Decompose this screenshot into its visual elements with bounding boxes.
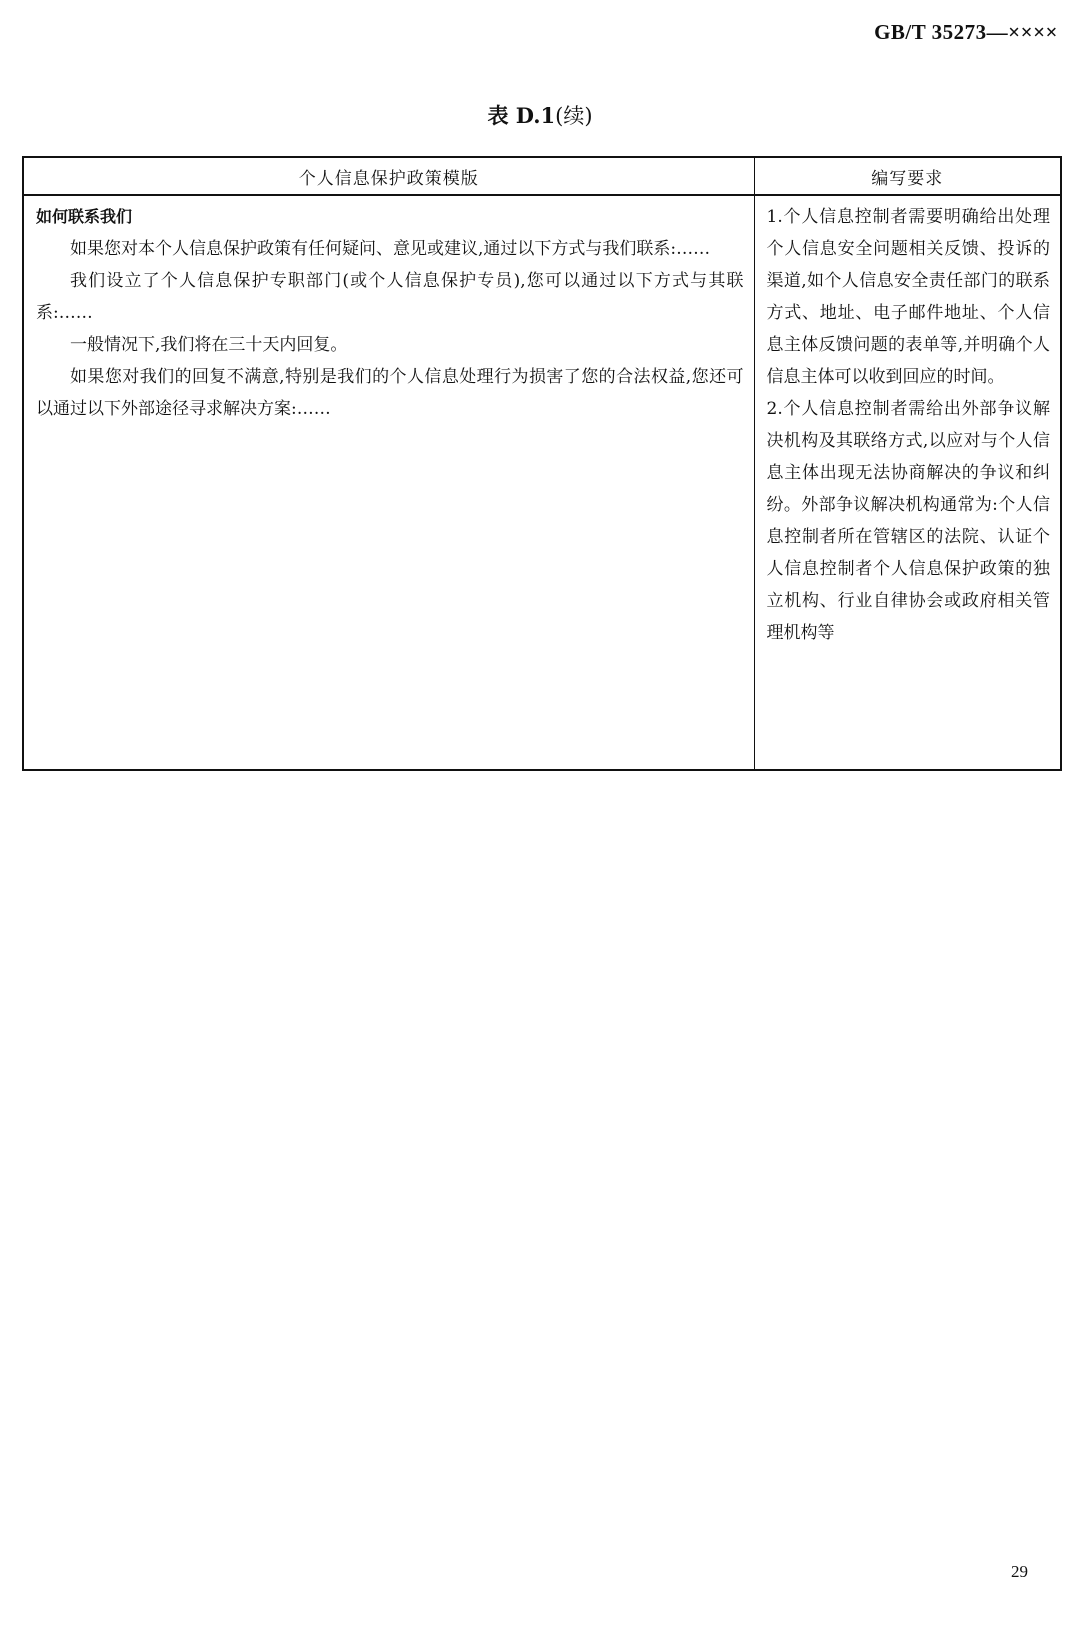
template-cell	[23, 195, 754, 770]
requirement-item: 2.个人信息控制者需给出外部争议解决机构及其联络方式,以应对与个人信息主体出现无法协商解决的争议和纠纷。外部争议解决机构通常为:个人信息控制者所在管辖区的法院、认证个人信息控制者个人信息保护政策的独立机构、行业自律协会或政府相关管理机构等	[766, 399, 1050, 643]
policy-template-table	[22, 156, 1062, 771]
template-paragraph: 我们设立了个人信息保护专职部门(或个人信息保护专员),您可以通过以下方式与其联系:……	[36, 271, 744, 323]
table-row	[23, 195, 1061, 770]
table-caption	[0, 100, 1080, 130]
template-paragraph: 如果您对我们的回复不满意,特别是我们的个人信息处理行为损害了您的合法权益,您还可以通过以下外部途径寻求解决方案:……	[36, 367, 744, 419]
template-paragraph: 一般情况下,我们将在三十天内回复。	[70, 335, 348, 355]
requirement-item: 1.个人信息控制者需要明确给出处理个人信息安全问题相关反馈、投诉的渠道,如个人信息安全责任部门的联系方式、地址、电子邮件地址、个人信息主体反馈问题的表单等,并明确个人信息主体可以收到回应的时间。	[766, 207, 1050, 387]
standard-code: GB/T 35273—××××	[874, 20, 1058, 44]
table-caption-label: 表 D.1	[487, 103, 556, 128]
column-header-requirements: 编写要求	[754, 157, 1061, 195]
table-header-row	[23, 157, 1061, 195]
requirements-cell	[754, 195, 1061, 770]
template-paragraph: 如果您对本个人信息保护政策有任何疑问、意见或建议,通过以下方式与我们联系:……	[70, 239, 711, 259]
table-caption-suffix: (续)	[555, 104, 593, 128]
section-heading: 如何联系我们	[36, 207, 133, 226]
page-number: 29	[1011, 1562, 1028, 1581]
column-header-template: 个人信息保护政策模版	[23, 157, 754, 195]
